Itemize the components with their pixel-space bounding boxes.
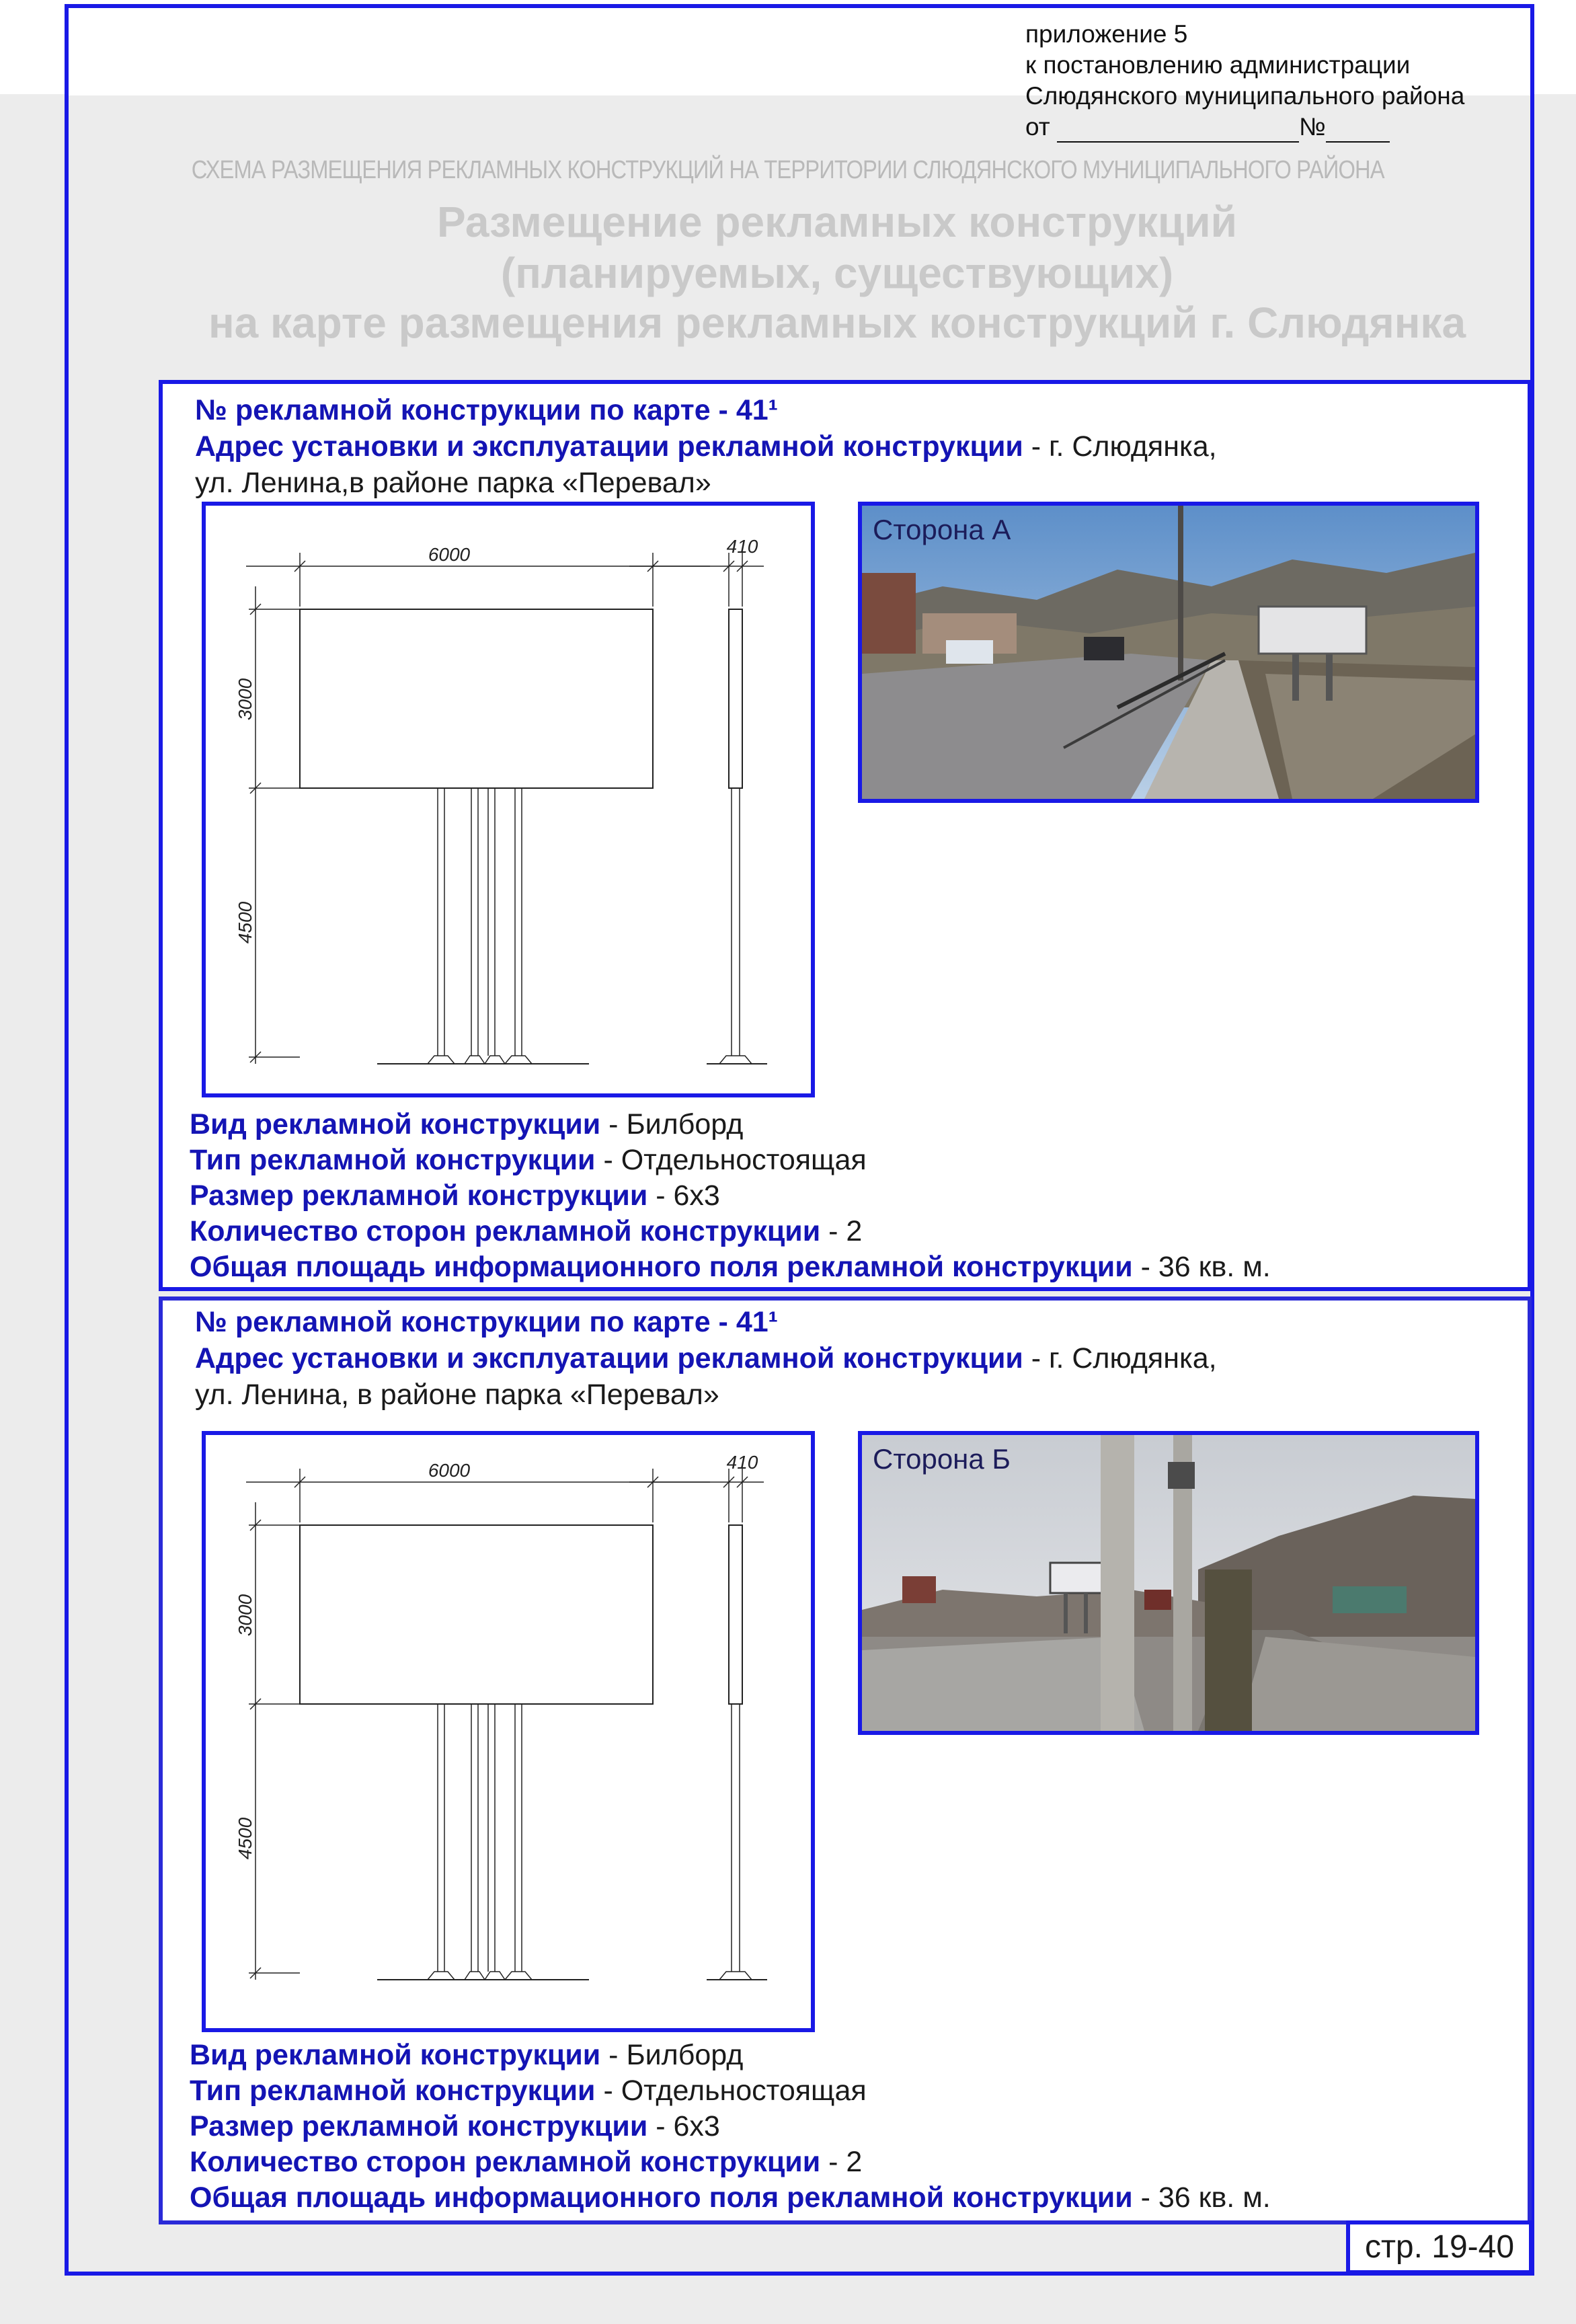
kind-line: Вид рекламной конструкции - Билборд [190,1108,744,1140]
billboard-drawing [202,1431,815,2032]
dim-post-height-label: 4500 [235,901,255,944]
billboard-panel [300,609,653,788]
title-line-1: Размещение рекламных конструкций [437,198,1237,246]
type-line: Тип рекламной конструкции - Отдельностоящая [190,1144,867,1176]
photo-side-a [858,502,1479,803]
address-line: Адрес установки и эксплуатации рекламной конструкции - г. Слюдянка, [195,430,1217,463]
date-blank-line [1057,118,1299,143]
area-line: Общая площадь информационного поля рекламной конструкции - 36 кв. м. [190,1251,1271,1283]
billboard-panel [300,1525,653,1704]
dim-panel-height-label: 3000 [235,1594,255,1637]
header-line-1: приложение 5 [1025,20,1188,48]
area-line: Общая площадь информационного поля рекламной конструкции - 36 кв. м. [190,2181,1271,2214]
dim-depth-label: 410 [726,1452,758,1473]
photo-label-side-b: Сторона Б [873,1443,1011,1475]
number-blank-line [1326,118,1390,143]
header-line-2: к постановлению администрации [1025,51,1411,79]
resolution-header [1025,19,1464,143]
title-line-2: (планируемых, существующих) [500,249,1174,297]
sides-line: Количество сторон рекламной конструкции - 2 [190,2146,863,2178]
address-line-2: ул. Ленина, в районе парка «Перевал» [195,1379,719,1411]
scheme-title: СХЕМА РАЗМЕЩЕНИЯ РЕКЛАМНЫХ КОНСТРУКЦИЙ НА ТЕРРИТОРИИ СЛЮДЯНСКОГО МУНИЦИПАЛЬНОГО РАЙОНА [191,156,1384,184]
kind-line: Вид рекламной конструкции - Билборд [190,2039,744,2071]
page-number: стр. 19-40 [1346,2220,1533,2274]
photo-label-side-a: Сторона А [873,514,1011,545]
title-line-3: на карте размещения рекламных конструкций г. Слюдянка [208,299,1466,347]
billboard-drawing [202,502,815,1097]
dim-width-label: 6000 [428,544,471,565]
header-line-3: Слюдянского муниципального района [1025,82,1465,110]
address-line: Адрес установки и эксплуатации рекламной конструкции - г. Слюдянка, [195,1342,1217,1374]
type-line: Тип рекламной конструкции - Отдельностоящая [190,2075,867,2107]
dim-depth-label: 410 [726,536,758,557]
size-line: Размер рекламной конструкции - 6х3 [190,1179,720,1212]
address-line-2: ул. Ленина,в районе парка «Перевал» [195,467,711,499]
construction-number: № рекламной конструкции по карте - 41¹ [195,394,778,426]
size-line: Размер рекламной конструкции - 6х3 [190,2110,720,2142]
dim-panel-height-label: 3000 [235,678,255,721]
sides-line: Количество сторон рекламной конструкции - 2 [190,1215,863,1247]
dim-width-label: 6000 [428,1460,471,1481]
photo-side-b [858,1431,1479,1735]
date-prefix: от [1025,113,1050,141]
header-line-4 [1025,112,1464,143]
dim-post-height-label: 4500 [235,1817,255,1860]
number-sign: № [1299,113,1326,141]
construction-number: № рекламной конструкции по карте - 41¹ [195,1306,778,1338]
